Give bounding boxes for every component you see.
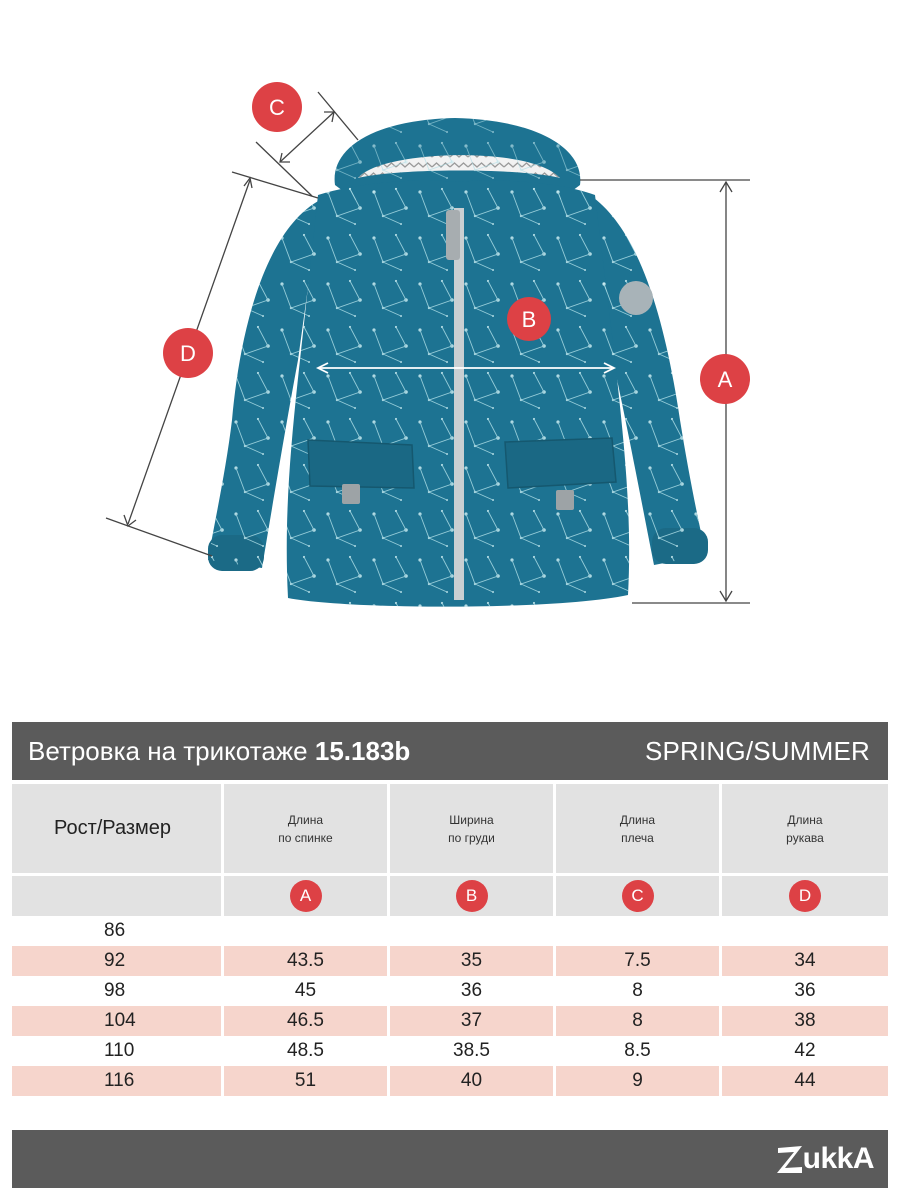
- cell-b: 35: [390, 946, 556, 976]
- svg-text:A: A: [717, 367, 733, 392]
- table-row: [12, 1006, 888, 1036]
- row-size: 110: [12, 1036, 224, 1066]
- marker-b: [507, 297, 551, 341]
- table-row: [12, 1066, 888, 1096]
- cell-a: 43.5: [224, 946, 390, 976]
- title-bar: [12, 722, 888, 780]
- table-row: [12, 976, 888, 1006]
- cell-d: 38: [722, 1006, 888, 1036]
- product-title: [28, 736, 410, 767]
- row-size: 92: [12, 946, 224, 976]
- cell-d: 42: [722, 1036, 888, 1066]
- svg-text:C: C: [269, 95, 285, 120]
- svg-text:B: B: [521, 307, 537, 332]
- row-size: 98: [12, 976, 224, 1006]
- cell-b: 40: [390, 1066, 556, 1096]
- product-article: 15.183b: [314, 735, 411, 766]
- cell-c: 9: [556, 1066, 722, 1096]
- cell-d: 44: [722, 1066, 888, 1096]
- cell-d: 36: [722, 976, 888, 1006]
- row-size: 86: [12, 916, 224, 946]
- cell-c: 8: [556, 1006, 722, 1036]
- cell-a: 45: [224, 976, 390, 1006]
- cell-b: 38.5: [390, 1036, 556, 1066]
- cell-c: 8.5: [556, 1036, 722, 1066]
- footer-bar: [12, 1130, 888, 1188]
- marker-d: [163, 328, 213, 378]
- brand-logo: [775, 1142, 874, 1176]
- marker-a: [700, 354, 750, 404]
- row-size: 104: [12, 1006, 224, 1036]
- marker-c: [252, 82, 302, 132]
- cell-b: 36: [390, 976, 556, 1006]
- column-header-chest-width: Ширина по груди: [390, 784, 556, 876]
- jacket: [208, 118, 708, 607]
- size-column-header: Рост/Размер: [12, 784, 224, 876]
- table-header-row: [12, 784, 888, 876]
- cell-a: 51: [224, 1066, 390, 1096]
- cell-a: [224, 916, 390, 946]
- table-letter-row: [12, 876, 888, 916]
- letter-cell-empty: [12, 876, 224, 916]
- badge-d: D: [789, 880, 821, 912]
- badge-a: A: [290, 880, 322, 912]
- svg-text:D: D: [180, 341, 196, 366]
- table-row: [12, 916, 888, 946]
- cell-d: 34: [722, 946, 888, 976]
- column-header-shoulder-length: Длина плеча: [556, 784, 722, 876]
- brand-z-mark-icon: [775, 1142, 805, 1176]
- season-label: SPRING/SUMMER: [644, 735, 870, 766]
- cell-c: 8: [556, 976, 722, 1006]
- cell-c: [556, 916, 722, 946]
- table-row: [12, 946, 888, 976]
- size-table: [12, 784, 888, 1096]
- product-name: Ветровка на трикотаже: [28, 735, 308, 766]
- badge-c: C: [622, 880, 654, 912]
- cell-b: 37: [390, 1006, 556, 1036]
- column-header-back-length: Длина по спинке: [224, 784, 390, 876]
- column-header-sleeve-length: Длина рукава: [722, 784, 888, 876]
- row-size: 116: [12, 1066, 224, 1096]
- badge-b: B: [456, 880, 488, 912]
- table-row: [12, 1036, 888, 1066]
- brand-name: ukkA: [802, 1142, 874, 1175]
- cell-a: 48.5: [224, 1036, 390, 1066]
- cell-c: 7.5: [556, 946, 722, 976]
- cell-d: [722, 916, 888, 946]
- cell-b: [390, 916, 556, 946]
- cell-a: 46.5: [224, 1006, 390, 1036]
